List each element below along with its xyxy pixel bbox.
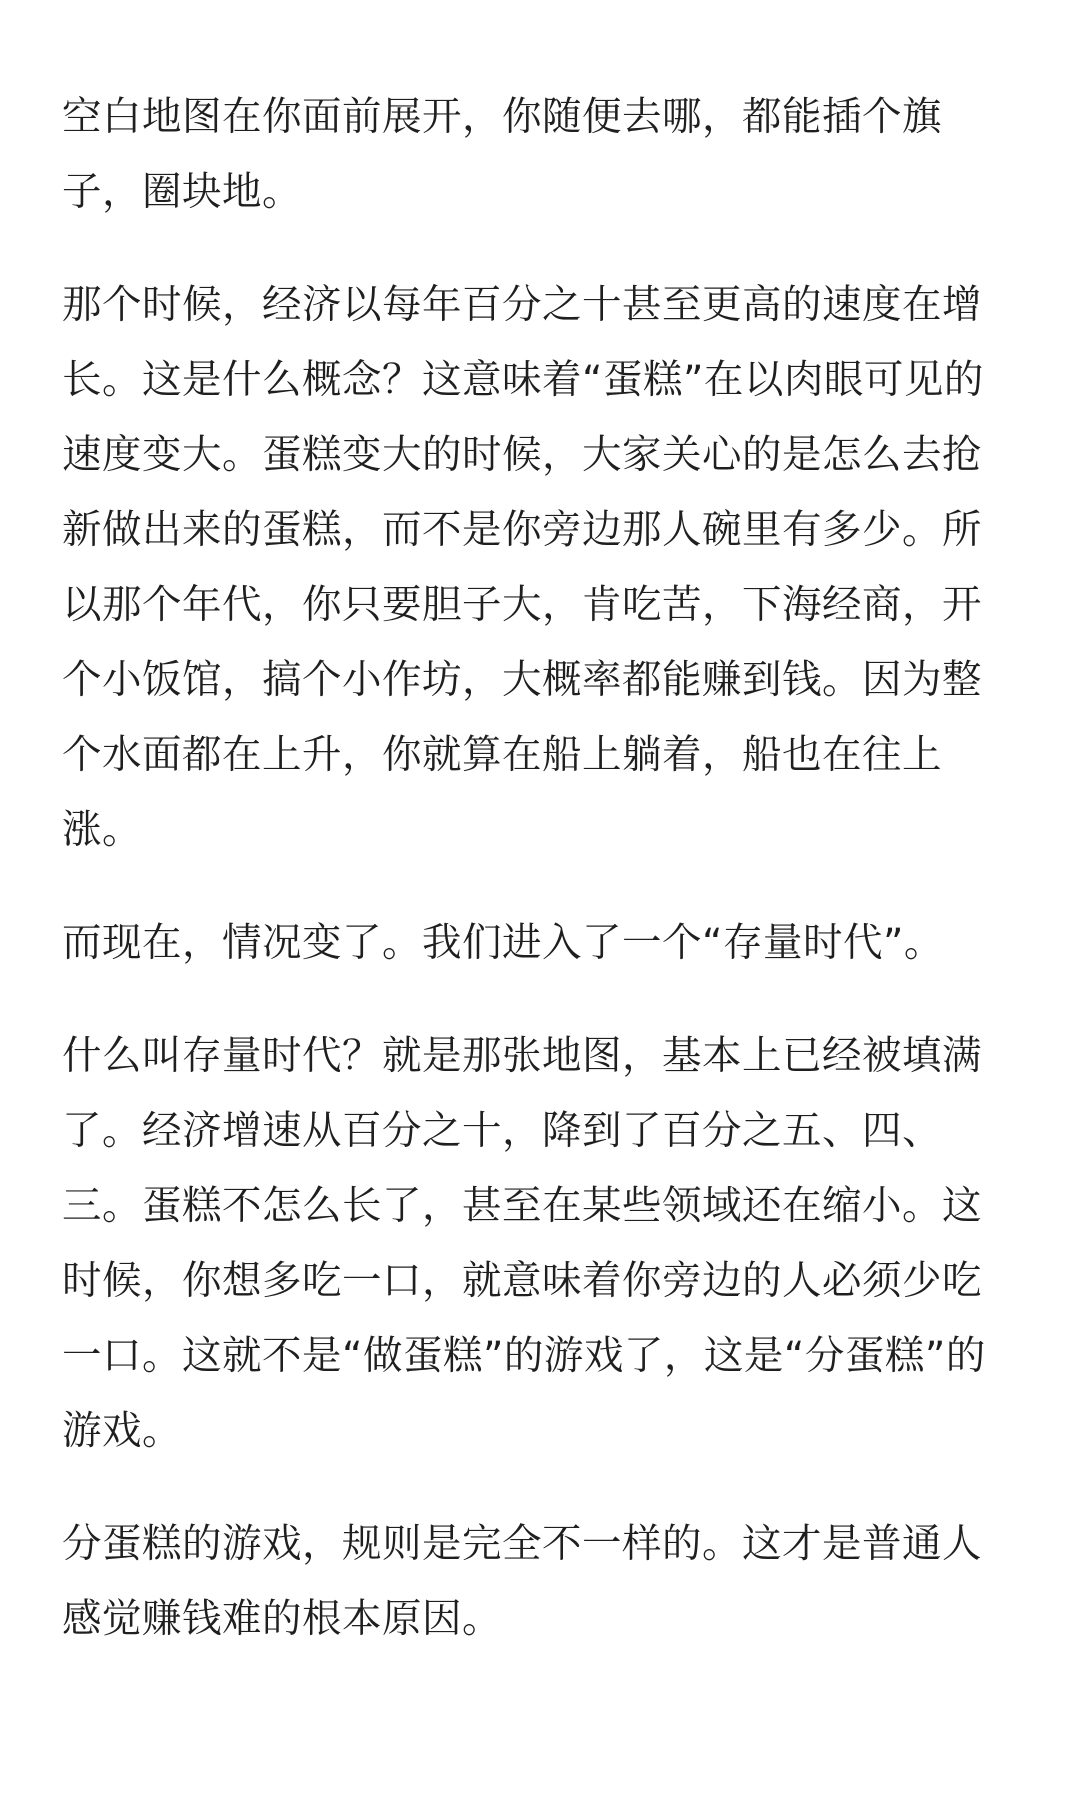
article-body bbox=[62, 80, 1018, 1657]
paragraph-2: 那个时候，经济以每年百分之十甚至更高的速度在增长。这是什么概念？这意味着“蛋糕”在以肉眼可见的速度变大。蛋糕变大的时候，大家关心的是怎么去抢新做出来的蛋糕，而不是你旁边那人碗里有多少。所以那个年代，你只要胆子大，肯吃苦，下海经商，开个小饭馆，搞个小作坊，大概率都能赚到钱。因为整个水面都在上升，你就算在船上躺着，船也在往上涨。 bbox=[62, 282, 984, 853]
paragraph-3: 而现在，情况变了。我们进入了一个“存量时代”。 bbox=[62, 920, 944, 966]
paragraph-1: 空白地图在你面前展开，你随便去哪，都能插个旗子，圈块地。 bbox=[62, 94, 942, 215]
paragraph-4: 什么叫存量时代？就是那张地图，基本上已经被填满了。经济增速从百分之十，降到了百分之五、四、三。蛋糕不怎么长了，甚至在某些领域还在缩小。这时候，你想多吃一口，就意味着你旁边的人必须少吃一口。这就不是“做蛋糕”的游戏了，这是“分蛋糕”的游戏。 bbox=[62, 1033, 986, 1454]
paragraph-5: 分蛋糕的游戏，规则是完全不一样的。这才是普通人感觉赚钱难的根本原因。 bbox=[62, 1521, 982, 1642]
